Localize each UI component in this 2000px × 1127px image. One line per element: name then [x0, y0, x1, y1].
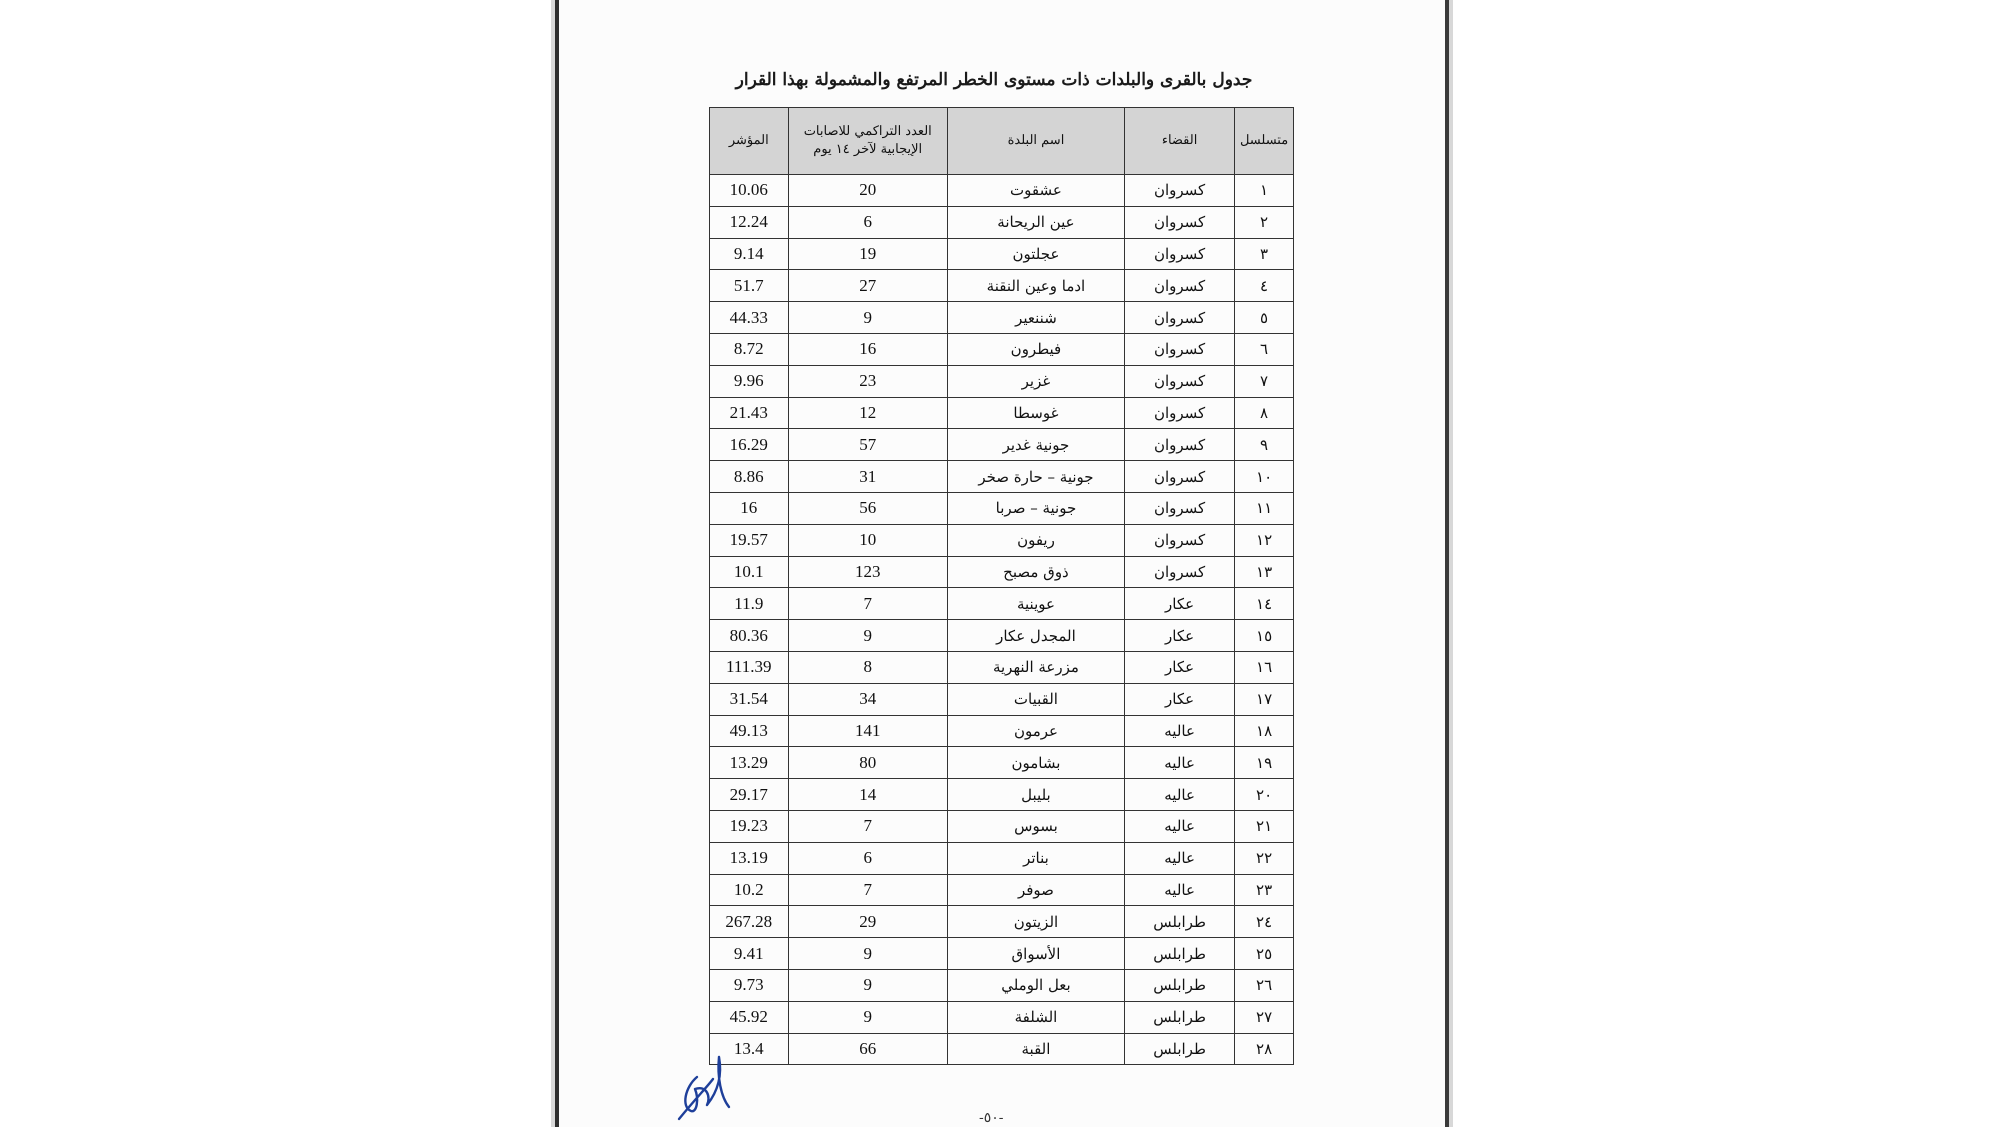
cell-index: 111.39 [710, 651, 789, 683]
table-row [710, 938, 1294, 970]
header-serial: متسلسل [1235, 108, 1294, 175]
cell-district: عاليه [1125, 842, 1235, 874]
cell-town: عشقوت [947, 175, 1124, 207]
cell-cases: 16 [788, 333, 947, 365]
table-row [710, 1001, 1294, 1033]
cell-district: طرابلس [1125, 969, 1235, 1001]
table-row [710, 365, 1294, 397]
table-row [710, 874, 1294, 906]
cell-town: الأسواق [947, 938, 1124, 970]
cell-district: كسروان [1125, 461, 1235, 493]
cell-cases: 7 [788, 588, 947, 620]
cell-district: طرابلس [1125, 1033, 1235, 1065]
cell-town: بسوس [947, 810, 1124, 842]
cell-index: 80.36 [710, 620, 789, 652]
header-cases: العدد التراكمي للاصابات الإيجابية لآخر ١٤ يوم [788, 108, 947, 175]
table-row [710, 397, 1294, 429]
cell-district: كسروان [1125, 397, 1235, 429]
cell-cases: 9 [788, 969, 947, 1001]
cell-town: جونية غدير [947, 429, 1124, 461]
cell-serial: ٣ [1235, 238, 1294, 270]
cell-cases: 9 [788, 938, 947, 970]
table-row [710, 651, 1294, 683]
table-row [710, 524, 1294, 556]
table-row [710, 969, 1294, 1001]
cell-cases: 6 [788, 842, 947, 874]
cell-district: طرابلس [1125, 906, 1235, 938]
cell-town: غوسطا [947, 397, 1124, 429]
table-row [710, 238, 1294, 270]
cell-serial: ١٢ [1235, 524, 1294, 556]
table-body [710, 175, 1294, 1065]
cell-serial: ١٣ [1235, 556, 1294, 588]
cell-serial: ٢٨ [1235, 1033, 1294, 1065]
cell-town: عجلتون [947, 238, 1124, 270]
cell-cases: 7 [788, 810, 947, 842]
table-row [710, 810, 1294, 842]
cell-index: 49.13 [710, 715, 789, 747]
table-row [710, 588, 1294, 620]
cell-index: 11.9 [710, 588, 789, 620]
cell-index: 10.1 [710, 556, 789, 588]
document-title: جدول بالقرى والبلدات ذات مستوى الخطر المرتفع والمشمولة بهذا القرار [735, 70, 1253, 90]
table-row [710, 842, 1294, 874]
cell-district: طرابلس [1125, 938, 1235, 970]
cell-index: 31.54 [710, 683, 789, 715]
cell-town: ريفون [947, 524, 1124, 556]
cell-serial: ٩ [1235, 429, 1294, 461]
cell-district: عكار [1125, 620, 1235, 652]
table-row [710, 779, 1294, 811]
table-row [710, 270, 1294, 302]
cell-district: كسروان [1125, 302, 1235, 334]
document-page [555, 0, 1449, 1127]
cell-serial: ١٦ [1235, 651, 1294, 683]
cell-index: 13.19 [710, 842, 789, 874]
cell-town: جونية – حارة صخر [947, 461, 1124, 493]
table-row [710, 206, 1294, 238]
table-row [710, 556, 1294, 588]
cell-district: كسروان [1125, 429, 1235, 461]
cell-cases: 9 [788, 620, 947, 652]
table-row [710, 492, 1294, 524]
cell-district: كسروان [1125, 492, 1235, 524]
cell-serial: ١٥ [1235, 620, 1294, 652]
cell-town: غزير [947, 365, 1124, 397]
cell-serial: ٢٢ [1235, 842, 1294, 874]
cell-town: بليبل [947, 779, 1124, 811]
cell-cases: 80 [788, 747, 947, 779]
cell-serial: ٤ [1235, 270, 1294, 302]
cell-index: 8.86 [710, 461, 789, 493]
cell-index: 9.96 [710, 365, 789, 397]
cell-town: المجدل عكار [947, 620, 1124, 652]
cell-serial: ٢٧ [1235, 1001, 1294, 1033]
cell-cases: 31 [788, 461, 947, 493]
cell-town: مزرعة النهرية [947, 651, 1124, 683]
cell-index: 12.24 [710, 206, 789, 238]
cell-index: 267.28 [710, 906, 789, 938]
cell-town: شننعير [947, 302, 1124, 334]
cell-cases: 123 [788, 556, 947, 588]
table-row [710, 906, 1294, 938]
cell-cases: 34 [788, 683, 947, 715]
cell-town: الزيتون [947, 906, 1124, 938]
cell-district: طرابلس [1125, 1001, 1235, 1033]
cell-index: 51.7 [710, 270, 789, 302]
cell-index: 16 [710, 492, 789, 524]
cell-district: كسروان [1125, 206, 1235, 238]
cell-cases: 141 [788, 715, 947, 747]
cell-district: كسروان [1125, 333, 1235, 365]
cell-serial: ١١ [1235, 492, 1294, 524]
cell-index: 13.4 [710, 1033, 789, 1065]
cell-district: عاليه [1125, 810, 1235, 842]
cell-serial: ٢٠ [1235, 779, 1294, 811]
table-row [710, 683, 1294, 715]
cell-town: فيطرون [947, 333, 1124, 365]
table-row [710, 333, 1294, 365]
cell-district: عكار [1125, 683, 1235, 715]
table-header-row [710, 108, 1294, 175]
cell-cases: 20 [788, 175, 947, 207]
cell-serial: ٢١ [1235, 810, 1294, 842]
cell-cases: 9 [788, 302, 947, 334]
cell-district: عكار [1125, 588, 1235, 620]
cell-index: 13.29 [710, 747, 789, 779]
cell-index: 21.43 [710, 397, 789, 429]
cell-town: بناتر [947, 842, 1124, 874]
cell-cases: 29 [788, 906, 947, 938]
cell-index: 19.23 [710, 810, 789, 842]
cell-cases: 56 [788, 492, 947, 524]
header-district: القضاء [1125, 108, 1235, 175]
cell-town: بعل الوملي [947, 969, 1124, 1001]
cell-index: 19.57 [710, 524, 789, 556]
cell-cases: 19 [788, 238, 947, 270]
table-row [710, 461, 1294, 493]
cell-serial: ١٩ [1235, 747, 1294, 779]
cell-cases: 14 [788, 779, 947, 811]
cell-town: ادما وعين النقنة [947, 270, 1124, 302]
cell-serial: ١٧ [1235, 683, 1294, 715]
cell-cases: 10 [788, 524, 947, 556]
cell-town: عوينية [947, 588, 1124, 620]
cell-index: 45.92 [710, 1001, 789, 1033]
table-row [710, 747, 1294, 779]
cell-cases: 9 [788, 1001, 947, 1033]
cell-district: عاليه [1125, 747, 1235, 779]
cell-cases: 66 [788, 1033, 947, 1065]
cell-district: كسروان [1125, 270, 1235, 302]
cell-serial: ٥ [1235, 302, 1294, 334]
cell-cases: 6 [788, 206, 947, 238]
cell-serial: ٨ [1235, 397, 1294, 429]
cell-district: كسروان [1125, 238, 1235, 270]
cell-cases: 57 [788, 429, 947, 461]
cell-town: صوفر [947, 874, 1124, 906]
cell-district: كسروان [1125, 556, 1235, 588]
cell-town: القبيات [947, 683, 1124, 715]
cell-index: 10.2 [710, 874, 789, 906]
cell-serial: ٢٥ [1235, 938, 1294, 970]
table-row [710, 620, 1294, 652]
header-town: اسم البلدة [947, 108, 1124, 175]
cell-district: كسروان [1125, 524, 1235, 556]
cell-index: 9.41 [710, 938, 789, 970]
cell-town: الشلفة [947, 1001, 1124, 1033]
cell-cases: 23 [788, 365, 947, 397]
cell-serial: ١٠ [1235, 461, 1294, 493]
cell-index: 10.06 [710, 175, 789, 207]
cell-index: 8.72 [710, 333, 789, 365]
cell-index: 29.17 [710, 779, 789, 811]
cell-district: كسروان [1125, 175, 1235, 207]
cell-serial: ٦ [1235, 333, 1294, 365]
signature [667, 1027, 747, 1122]
page-number: -٥٠- [979, 1110, 1004, 1126]
table-row [710, 715, 1294, 747]
table-row [710, 175, 1294, 207]
cell-district: كسروان [1125, 365, 1235, 397]
cell-serial: ٧ [1235, 365, 1294, 397]
cell-district: عاليه [1125, 715, 1235, 747]
cell-town: جونية – صربا [947, 492, 1124, 524]
cell-serial: ٢٤ [1235, 906, 1294, 938]
cell-index: 44.33 [710, 302, 789, 334]
cell-index: 9.14 [710, 238, 789, 270]
table-row [710, 429, 1294, 461]
cell-town: عين الريحانة [947, 206, 1124, 238]
table-row [710, 1033, 1294, 1065]
table-row [710, 302, 1294, 334]
cell-serial: ١٤ [1235, 588, 1294, 620]
high-risk-towns-table [709, 107, 1294, 1065]
cell-cases: 7 [788, 874, 947, 906]
cell-town: بشامون [947, 747, 1124, 779]
cell-index: 16.29 [710, 429, 789, 461]
header-index: المؤشر [710, 108, 789, 175]
cell-cases: 12 [788, 397, 947, 429]
cell-district: عاليه [1125, 874, 1235, 906]
cell-town: القبة [947, 1033, 1124, 1065]
cell-serial: ٢٣ [1235, 874, 1294, 906]
cell-district: عاليه [1125, 779, 1235, 811]
cell-serial: ١٨ [1235, 715, 1294, 747]
cell-serial: ١ [1235, 175, 1294, 207]
cell-cases: 8 [788, 651, 947, 683]
cell-serial: ٢ [1235, 206, 1294, 238]
cell-cases: 27 [788, 270, 947, 302]
cell-index: 9.73 [710, 969, 789, 1001]
cell-district: عكار [1125, 651, 1235, 683]
cell-serial: ٢٦ [1235, 969, 1294, 1001]
cell-town: عرمون [947, 715, 1124, 747]
cell-town: ذوق مصبح [947, 556, 1124, 588]
